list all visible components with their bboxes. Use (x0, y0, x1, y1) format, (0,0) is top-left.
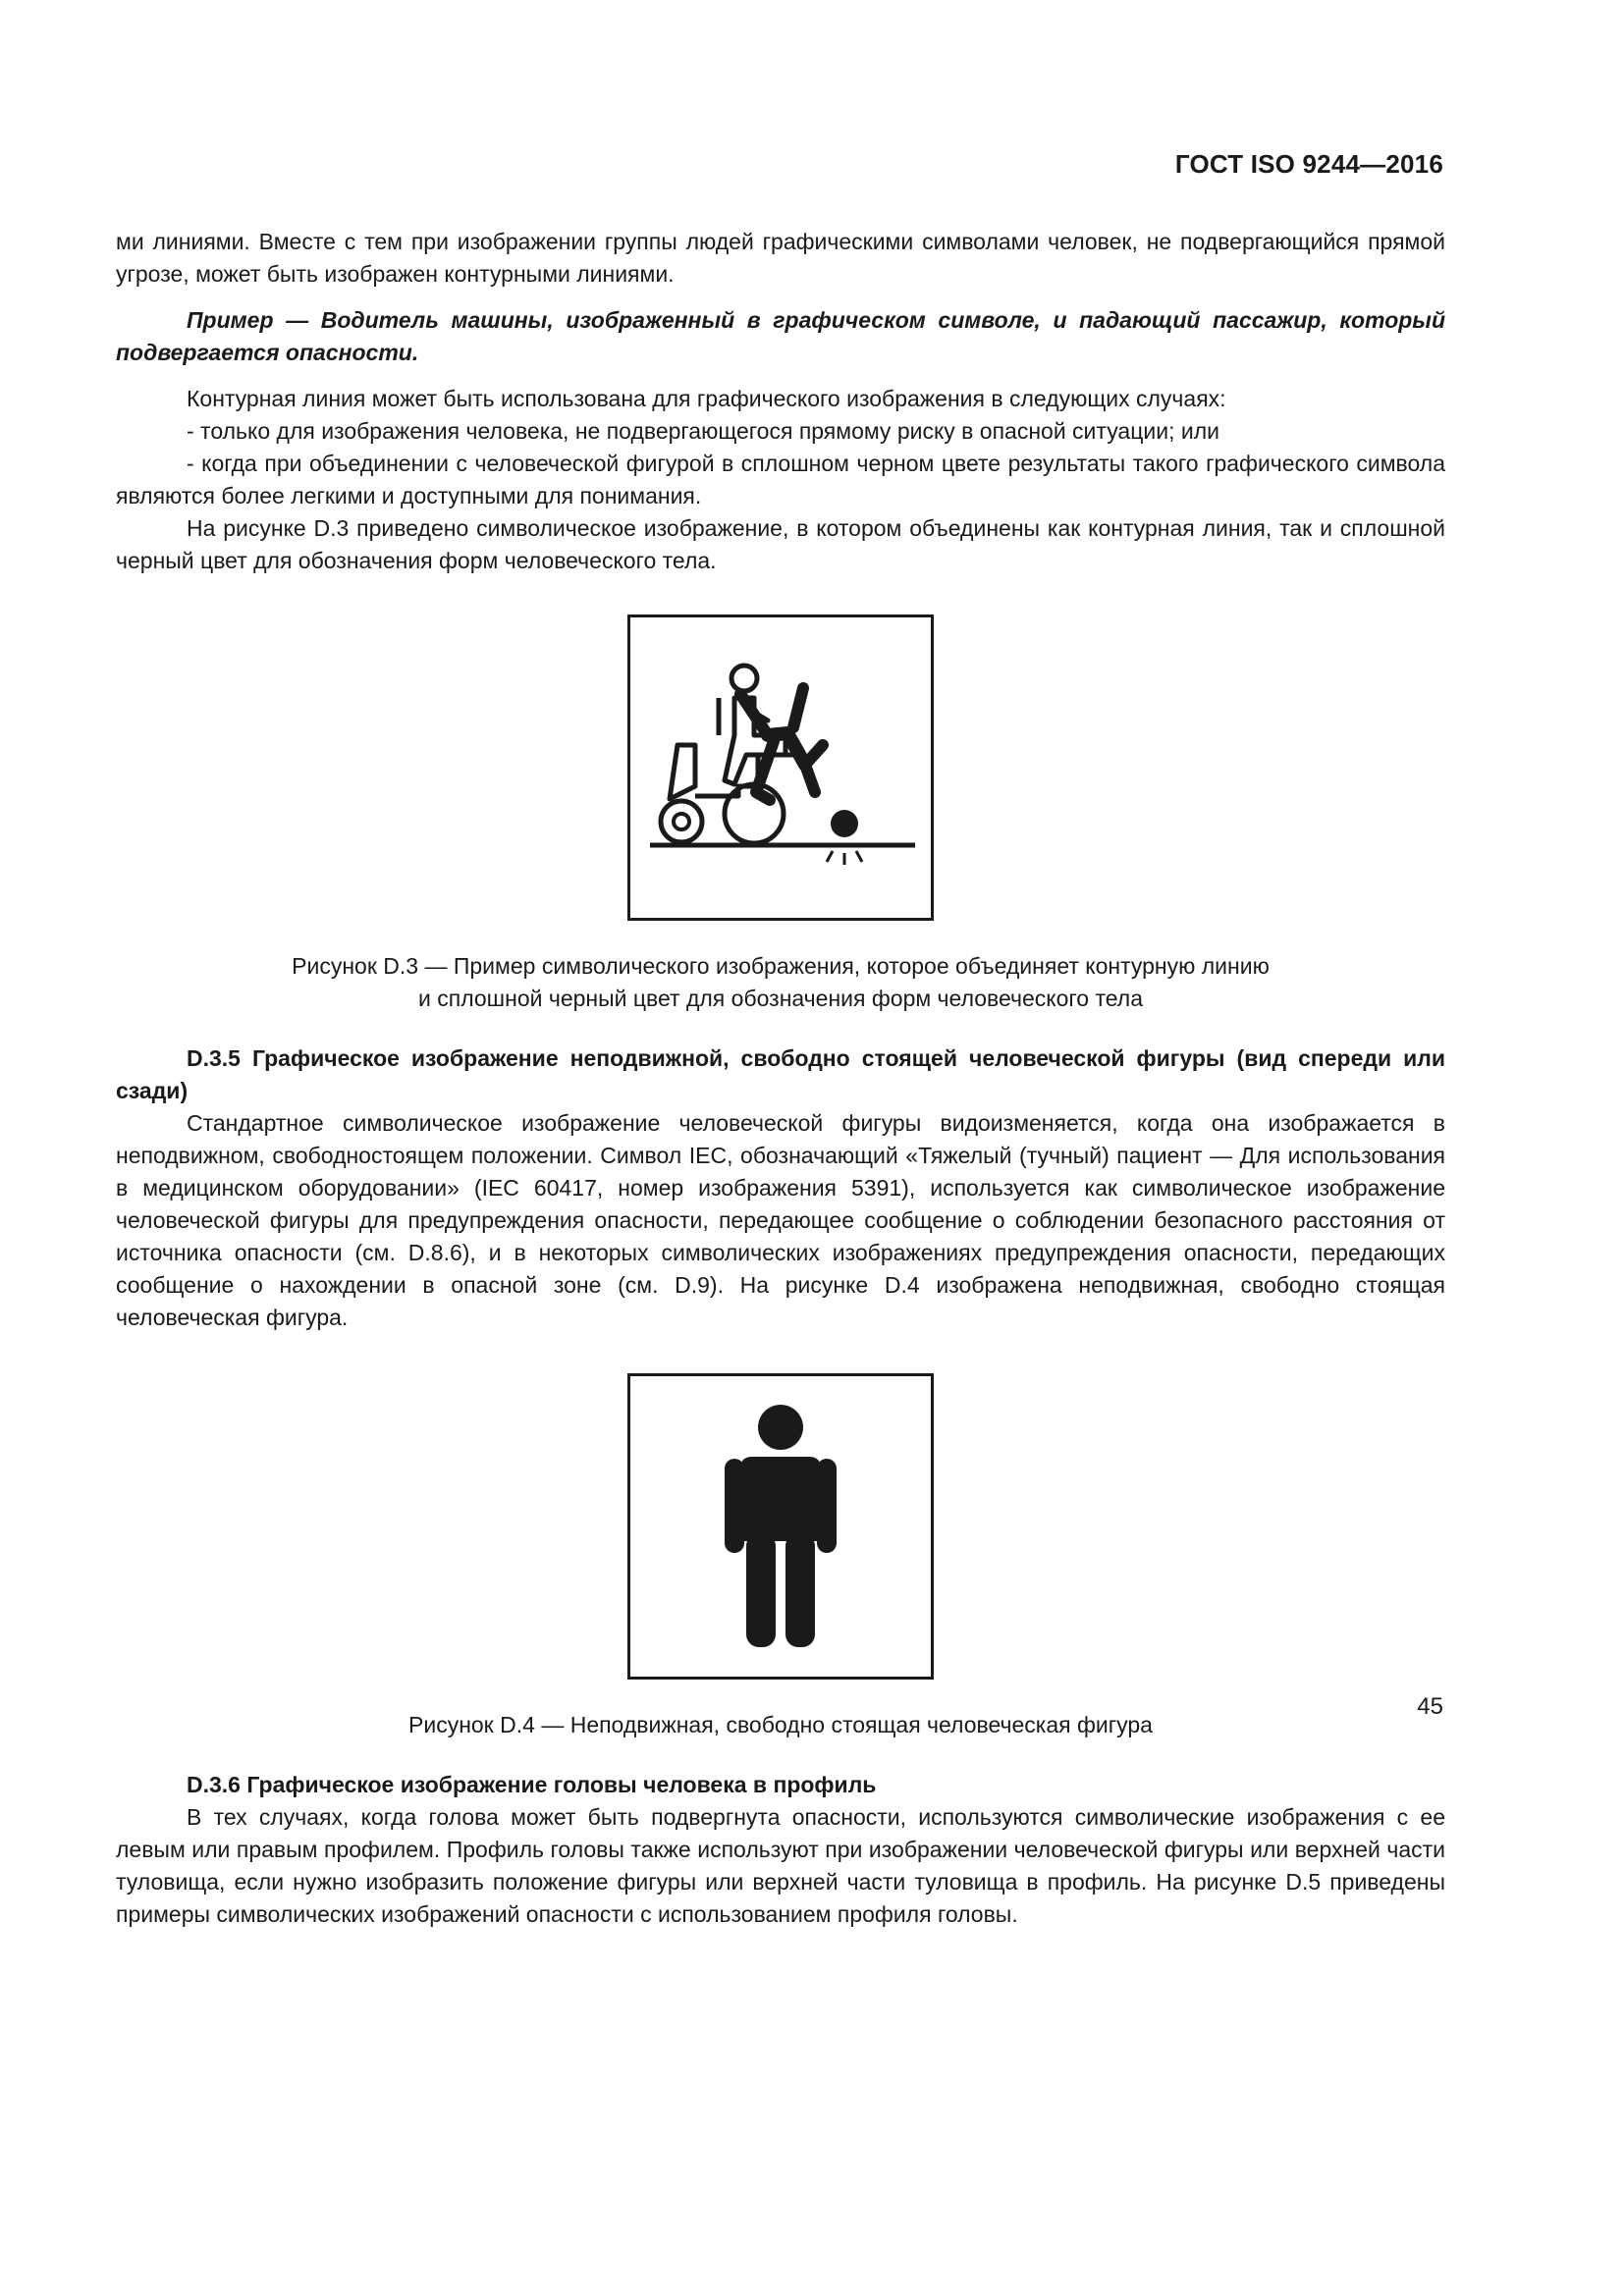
page-content (116, 226, 1445, 1931)
figure-caption: и сплошной черный цвет для обозначения форм человеческого тела (418, 986, 1143, 1011)
list-item: - когда при объединении с человеческой фигурой в сплошном черном цвете результаты такого графического символа являются более легкими и доступными для понимания. (116, 451, 1445, 508)
figure-caption: Рисунок D.4 — Неподвижная, свободно стоящая человеческая фигура (408, 1712, 1153, 1737)
figure-d4-symbol (627, 1373, 934, 1680)
example-paragraph: Пример — Водитель машины, изображенный в графическом символе, и падающий пассажир, который подвергается опасности. (116, 307, 1445, 365)
figure-d3-symbol (627, 614, 934, 921)
paragraph-outline-usage: Контурная линия может быть использована для графического изображения в следующих случаях: (187, 386, 1226, 411)
list-item: - только для изображения человека, не подвергающегося прямому риску в опасной ситуации; или (187, 418, 1219, 444)
section-body: Стандартное символическое изображение человеческой фигуры видоизменяется, когда она изображается в неподвижном, свободностоящем положении. Символ IEC, обозначающий «Тяжелый (тучный) пациент — Для использования в медицинском оборудовании» (IEC 60417, номер изображения 5391), используется как символическое изображение человеческой фигуры для предупреждения опасности, передающее сообщение о соблюдении безопасного расстояния от источника опасности (см. D.8.6), и в некоторых символических изображениях предупреждения опасности, передающих сообщение о нахождении в опасной зоне (см. D.9). На рисунке D.4 изображена неподвижная, свободно стоящая человеческая фигура. (116, 1110, 1445, 1330)
standing-person-icon (630, 1376, 931, 1677)
figure-caption: Рисунок D.3 — Пример символического изображения, которое объединяет контурную линию (292, 953, 1270, 979)
section-title: D.3.5 Графическое изображение неподвижной, свободно стоящей человеческой фигуры (вид спереди или сзади) (116, 1045, 1445, 1103)
driver-and-falling-passenger-icon (630, 617, 931, 918)
section-title: D.3.6 Графическое изображение головы человека в профиль (187, 1772, 877, 1797)
section-body: В тех случаях, когда голова может быть подвергнута опасности, используются символические изображения с ее левым или правым профилем. Профиль головы также используют при изображении человеческой фигуры или верхней части туловища, если нужно изобразить положение фигуры или верхней части туловища в профиль. На рисунке D.5 приведены примеры символических изображений опасности с использованием профиля головы. (116, 1804, 1445, 1927)
paragraph-continuation: ми линиями. Вместе с тем при изображении группы людей графическими символами человек, не подвергающийся прямой угрозе, может быть изображен контурными линиями. (116, 229, 1445, 287)
page-number: 45 (1417, 1693, 1443, 1720)
paragraph-figure-intro: На рисунке D.3 приведено символическое изображение, в котором объединены как контурная линия, так и сплошной черный цвет для обозначения форм человеческого тела. (116, 515, 1445, 573)
document-header: ГОСТ ISO 9244—2016 (1174, 149, 1443, 179)
